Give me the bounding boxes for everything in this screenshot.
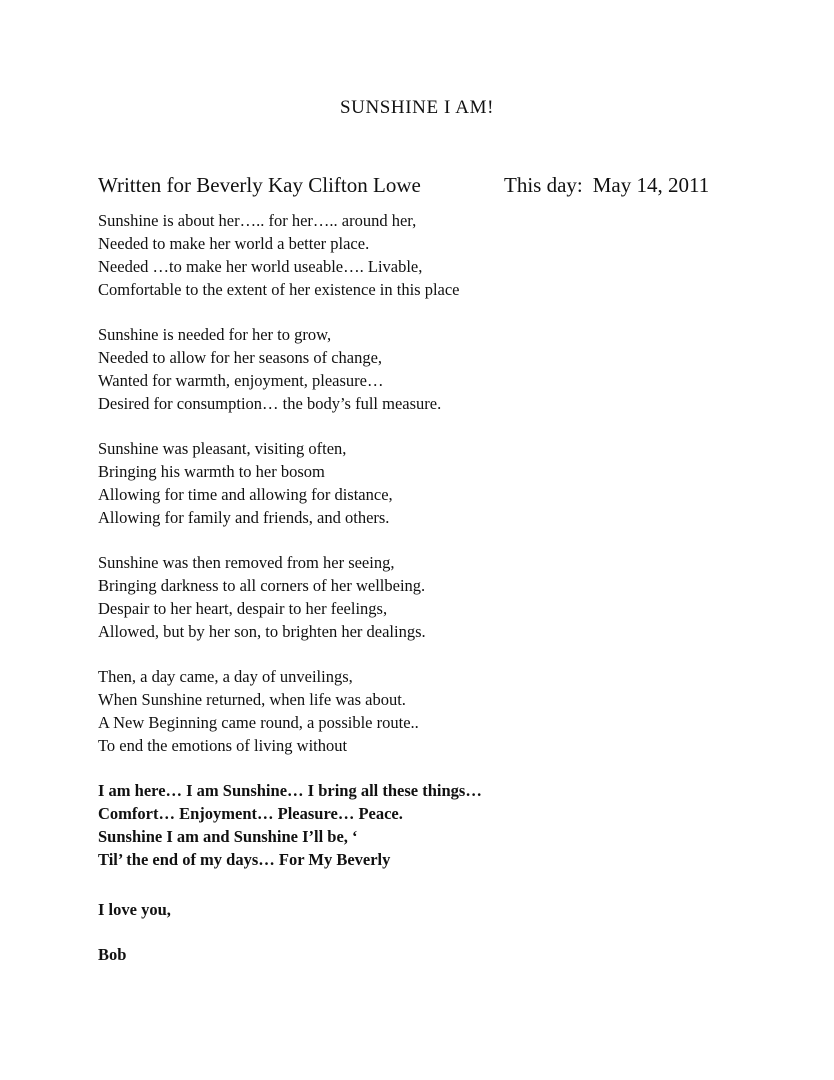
poem-line: Sunshine was then removed from her seeing, [98, 553, 395, 572]
poem-line: I am here… I am Sunshine… I bring all these things… [98, 781, 482, 800]
poem-line: Comfort… Enjoyment… Pleasure… Peace. [98, 804, 403, 823]
date-label: This day: [504, 173, 583, 197]
poem-line: Comfortable to the extent of her existence in this place [98, 280, 460, 299]
date-line [504, 173, 709, 198]
poem-title: SUNSHINE I AM! [339, 97, 495, 118]
closing-line: I love you, [98, 900, 171, 919]
poem-line: Allowing for family and friends, and others. [98, 508, 390, 527]
poem-line: Allowing for time and allowing for distance, [98, 485, 393, 504]
poem-line: Sunshine is needed for her to grow, [98, 325, 332, 344]
poem-line: Despair to her heart, despair to her feelings, [98, 599, 388, 618]
poem-line: Bringing darkness to all corners of her wellbeing. [98, 576, 426, 595]
stanza-1 [98, 209, 778, 301]
poem-line: Wanted for warmth, enjoyment, pleasure… [98, 371, 384, 390]
date: May 14, 2011 [592, 173, 710, 197]
poem-body [98, 209, 778, 893]
poem-line: A New Beginning came round, a possible route.. [98, 713, 419, 732]
poem-line: Needed to allow for her seasons of change, [98, 348, 383, 367]
poem-line: Desired for consumption… the body’s full measure. [98, 394, 442, 413]
dedication: Written for Beverly Kay Clifton Lowe [98, 173, 421, 197]
poem-line: Then, a day came, a day of unveilings, [98, 667, 353, 686]
poem-line: Bringing his warmth to her bosom [98, 462, 325, 481]
bold-stanza [98, 779, 778, 871]
poem-line: When Sunshine returned, when life was about. [98, 690, 406, 709]
poem-line: Sunshine is about her….. for her….. around her, [98, 211, 417, 230]
poem-line: Needed …to make her world useable…. Livable, [98, 257, 423, 276]
poem-line: To end the emotions of living without [98, 736, 348, 755]
poem-line: Needed to make her world a better place. [98, 234, 370, 253]
poem-line: Sunshine was pleasant, visiting often, [98, 439, 347, 458]
poem-line: Sunshine I am and Sunshine I’ll be, ‘ [98, 827, 358, 846]
poem-line: Allowed, but by her son, to brighten her dealings. [98, 622, 426, 641]
poem-line: Til’ the end of my days… For My Beverly [98, 850, 391, 869]
stanza-4 [98, 551, 778, 643]
stanza-5 [98, 665, 778, 757]
stanza-3 [98, 437, 778, 529]
signature: Bob [98, 945, 127, 964]
stanza-2 [98, 323, 778, 415]
